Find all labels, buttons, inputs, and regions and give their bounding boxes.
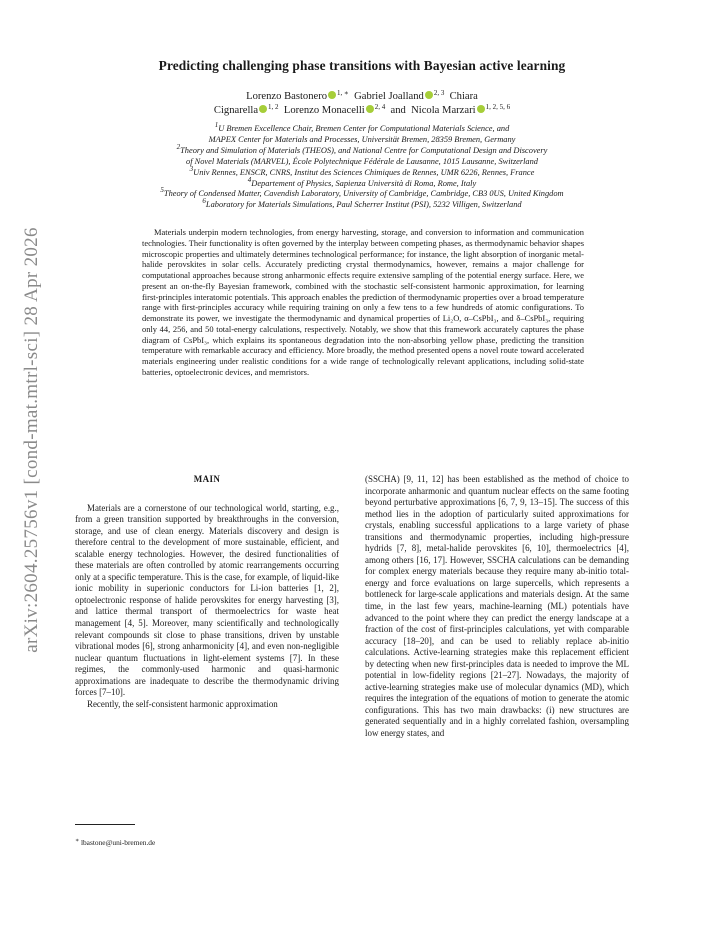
affiliation-number: 2 [176,142,181,151]
author-name: Lorenzo Monacelli [283,105,365,116]
orcid-icon[interactable] [328,91,336,99]
abstract [142,227,584,378]
abstract-text: Materials underpin modern technologies, from energy harvesting, storage, and conversion to information and communication technologies. Their functionality is often governed by the interplay between competing phases, as thermodynamic behavior shapes microscopic properties and ultimately determines technological performance; for instance, the light absorption of inorganic metal-halide perovskites in solar cells. Accurately predicting crystal thermodynamics, however, remains a major challenge for computational approaches because strong anharmonic effects require extensive sampling of the potential energy surface. Here, we present an on-the-fly Bayesian framework, combined with the stochastic self-consistent harmonic approximation, for learning first-principles interatomic potentials. This approach enables the prediction of thermodynamic properties over a broad temperature range with first-principles accuracy while requiring training on only a few tens to a few hundreds of atomic configurations. To demonstrate its power, we investigate the thermodynamic and dynamical properties of Li₂O, α–CsPbI₃, and δ–CsPbI₃, requiring only 44, 256, and 50 total-energy calculations, respectively. Notably, we show that this framework accurately captures the phase diagram of CsPbI₃, which explains its spontaneous degradation into the non-absorbing yellow phase, predicting the transition temperature with remarkable accuracy and efficiency. More broadly, the method presented opens a novel route toward accelerated materials engineering under realistic conditions for a wide range of technologically relevant applications, including solid-state batteries, optoelectronic devices, and memristors. [142,227,584,377]
affiliation-text: U Bremen Excellence Chair, Bremen Center for Computational Materials Science, and [218,124,510,133]
affiliation-text: Theory and Simulation of Materials (THEOS), and National Centre for Computational Design and Discovery [180,145,548,155]
orcid-icon[interactable] [425,91,433,99]
affiliation-text: Univ Rennes, ENSCR, CNRS, Institut des Sciences Chimiques de Rennes, UMR 6226, Rennes, France [193,167,535,177]
affiliation-line [60,186,664,200]
author-line-1 [100,90,624,104]
footnote-mark: ∗ [75,838,80,844]
orcid-icon[interactable] [366,105,374,113]
affiliation-text: Laboratory for Materials Simulations, Paul Scherrer Institut (PSI), 5232 Villigen, Switzerland [205,200,522,210]
body-paragraph: Recently, the self-consistent harmonic approximation [87,698,278,709]
author-connector: and [390,105,406,116]
author-affiliation-marks: 2, 3 [433,89,445,97]
affiliation-list [60,121,664,211]
author-line-2 [100,104,624,118]
author-name: Chiara [449,91,478,102]
author-name: Nicola Marzari [411,105,476,116]
author-name: Gabriel Joalland [354,91,424,102]
affiliation-number: 4 [247,175,252,184]
affiliation-line [60,175,664,190]
right-column [365,474,629,740]
affiliation-number: 3 [189,164,194,173]
arxiv-identifier-stamp [14,205,50,675]
affiliation-text: Theory of Condensed Matter, Cavendish Laboratory, University of Cambridge, Cambridge, CB3 0US, United Kingdom [163,189,564,199]
section-heading-main: MAIN [193,474,221,484]
affiliation-text: of Novel Materials (MARVEL), École Polytechnique Fédérale de Lausanne, 1015 Lausanne, Switzerland [186,156,538,166]
footnote-email[interactable]: lbastone@uni-bremen.de [80,838,156,847]
paper-title: Predicting challenging phase transitions with Bayesian active learning [158,58,566,73]
affiliation-number: 6 [202,197,206,206]
footnote-rule [75,824,135,825]
author-affiliation-marks: 2, 4 [374,103,386,111]
left-column [75,474,339,710]
orcid-icon[interactable] [477,105,485,113]
orcid-icon[interactable] [259,105,267,113]
author-name-continued: Cignarella [213,105,259,116]
affiliation-text: MAPEX Center for Materials and Processes, Universität Bremen, 28359 Bremen, Germany [208,134,516,144]
arxiv-identifier-text: arXiv:2604.25756v1 [cond-mat.mtrl-sci] 28 Apr 2026 [21,227,43,653]
affiliation-line [60,164,664,179]
body-paragraph: Materials are a cornerstone of our technological world, starting, e.g., from a green transition supported by breakthroughs in the conversion, storage, and use of clean energy. Materials discovery and design is therefore central to the development of more sustainable, efficient, and scalable energy technologies. However, the desired functionalities of these materials are often controlled by atomic rearrangements occurring only at a specific temperature. This is the case, for example, of liquid-like ionic mobility in superionic conductors for Li-ion batteries [1, 2], optoelectronic response of halide perovskites for energy harvesting [3], and lattice thermal transport of thermoelectrics for waste heat management [4, 5]. Moreover, many scientifically and technologically relevant compounds sit close to phase transitions, driven by unstable vibrational modes [6], strong anharmonicity [4], and even non-negligible nuclear quantum fluctuations in light-element systems [7]. In these regimes, the commonly-used harmonic and quasi-harmonic approximations are inadequate to describe the thermodynamic driving forces [7–10]. [75,502,339,698]
affiliation-line [60,157,664,168]
footnote [75,838,155,847]
affiliation-text: Departement of Physics, Sapienza Università di Roma, Rome, Italy [251,178,477,188]
author-affiliation-marks: 1, 2, 5, 6 [485,103,511,111]
affiliation-line [60,197,664,211]
affiliation-line [60,135,664,146]
affiliation-line [60,142,664,157]
author-affiliation-marks: 1, 2 [268,103,279,111]
affiliation-number: 1 [214,121,219,129]
affiliation-line [60,121,664,135]
affiliation-number: 5 [160,186,164,195]
author-list [100,90,624,118]
author-name: Lorenzo Bastonero [246,91,328,102]
body-paragraph: (SSCHA) [9, 11, 12] has been established as the method of choice to incorporate anharmonic and quantum nuclear effects on the same footing beyond perturbative approximations [6, 7, 9, 13–15]. The success of this method lies in the adoption of particularly suited approximations for crystals, enabling successful applications to a large variety of phase transitions and thermodynamic properties, including high-pressure hydrids [7, 8], metal-halide perovskites [6, 10], thermoelectrics [4], among others [16, 17]. However, SSCHA calculations can be demanding for complex energy materials because they require many ab-initio total-energy and force evaluations on large supercells, which represents a bottleneck for large-scale applications and materials design. At the same time, in the last few years, machine-learning (ML) potentials have advanced to the point where they can predict the energy landscape at a fraction of the cost of first-principles calculations, yet with comparable accuracy [18–20], and can be used to reliably replace ab-initio calculations. Active-learning strategies make this replacement efficient by detecting when new first-principles data is needed to improve the ML potential in low-fidelity regions [21–27]. Nowadays, the majority of active-learning strategies make use of molecular dynamics (MD), which requires the integration of the equations of motion to generate the atomic configurations. This has two main drawbacks: (i) new structures are generated sequentially and in a highly correlated fashion, oversampling low energy states, and [365,474,629,739]
author-affiliation-marks: 1, ∗ [337,89,349,97]
